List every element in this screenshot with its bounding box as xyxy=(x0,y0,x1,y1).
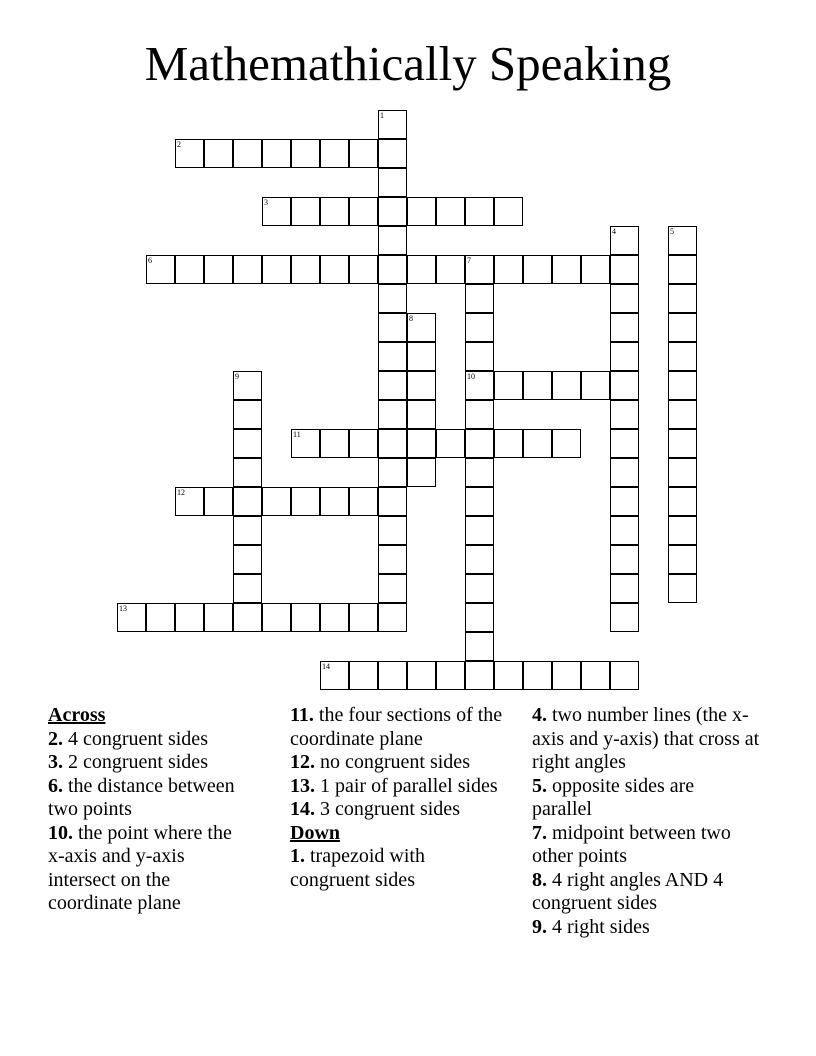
clue-across-6: 6. the distance between two points xyxy=(48,774,235,820)
grid-cell[interactable] xyxy=(465,603,494,632)
grid-cell[interactable] xyxy=(291,139,320,168)
grid-cell[interactable] xyxy=(233,139,262,168)
grid-cell[interactable] xyxy=(320,255,349,284)
cell-number: 8 xyxy=(409,314,413,323)
grid-cell[interactable] xyxy=(320,603,349,632)
grid-cell[interactable] xyxy=(320,429,349,458)
grid-cell[interactable] xyxy=(378,545,407,574)
grid-cell[interactable] xyxy=(146,603,175,632)
grid-cell[interactable] xyxy=(204,139,233,168)
grid-cell[interactable] xyxy=(378,226,407,255)
clue-down-1: 1. trapezoid with congruent sides xyxy=(290,845,425,891)
clue-across-12: 12. no congruent sides xyxy=(290,751,470,773)
grid-cell[interactable] xyxy=(436,255,465,284)
grid-cell[interactable] xyxy=(349,197,378,226)
grid-cell[interactable] xyxy=(465,400,494,429)
clue-across-13: 13. 1 pair of parallel sides xyxy=(290,774,498,797)
grid-cell[interactable] xyxy=(349,255,378,284)
grid-cell[interactable] xyxy=(291,255,320,284)
grid-cell[interactable] xyxy=(610,342,639,371)
grid-cell[interactable] xyxy=(175,255,204,284)
clue-down-7: 7. midpoint between two other points xyxy=(532,821,731,867)
grid-cell[interactable] xyxy=(378,429,407,458)
grid-cell[interactable] xyxy=(465,313,494,342)
grid-cell[interactable] xyxy=(146,255,175,284)
grid-cell[interactable] xyxy=(668,574,697,603)
grid-cell[interactable] xyxy=(378,284,407,313)
grid-cell[interactable] xyxy=(523,661,552,690)
grid-cell[interactable] xyxy=(668,284,697,313)
grid-cell[interactable] xyxy=(610,400,639,429)
cell-number: 1 xyxy=(380,111,384,120)
grid-cell[interactable] xyxy=(262,603,291,632)
grid-cell[interactable] xyxy=(610,574,639,603)
grid-cell[interactable] xyxy=(523,371,552,400)
grid-cell[interactable] xyxy=(378,197,407,226)
cell-number: 12 xyxy=(177,488,185,497)
grid-cell[interactable] xyxy=(378,342,407,371)
grid-cell[interactable] xyxy=(610,603,639,632)
grid-cell[interactable] xyxy=(668,400,697,429)
grid-cell[interactable] xyxy=(523,429,552,458)
grid-cell[interactable] xyxy=(204,603,233,632)
grid-cell[interactable] xyxy=(610,371,639,400)
cell-number: 5 xyxy=(670,227,674,236)
grid-cell[interactable] xyxy=(291,487,320,516)
cell-number: 9 xyxy=(235,372,239,381)
grid-cell[interactable] xyxy=(610,226,639,255)
grid-cell[interactable] xyxy=(378,603,407,632)
grid-cell[interactable] xyxy=(465,342,494,371)
grid-cell[interactable] xyxy=(233,255,262,284)
grid-cell[interactable] xyxy=(465,574,494,603)
grid-cell[interactable] xyxy=(494,197,523,226)
grid-cell[interactable] xyxy=(465,632,494,661)
grid-cell[interactable] xyxy=(175,487,204,516)
grid-cell[interactable] xyxy=(262,139,291,168)
grid-cell[interactable] xyxy=(465,197,494,226)
grid-cell[interactable] xyxy=(465,255,494,284)
grid-cell[interactable] xyxy=(494,429,523,458)
grid-cell[interactable] xyxy=(233,458,262,487)
grid-cell[interactable] xyxy=(378,516,407,545)
grid-cell[interactable] xyxy=(407,313,436,342)
cell-number: 14 xyxy=(322,662,330,671)
clue-across-2: 2. 4 congruent sides xyxy=(48,727,208,750)
clue-down-4: 4. two number lines (the x-axis and y-axis) that cross at right angles xyxy=(532,704,760,773)
clue-across-14: 14. 3 congruent sides xyxy=(290,798,460,820)
grid-cell[interactable] xyxy=(320,487,349,516)
grid-cell[interactable] xyxy=(610,313,639,342)
grid-cell[interactable] xyxy=(610,545,639,574)
grid-cell[interactable] xyxy=(262,255,291,284)
grid-cell[interactable] xyxy=(552,661,581,690)
grid-cell[interactable] xyxy=(668,487,697,516)
cell-number: 10 xyxy=(467,372,475,381)
grid-cell[interactable] xyxy=(465,429,494,458)
clue-column-1 xyxy=(48,704,273,916)
cell-number: 6 xyxy=(148,256,152,265)
grid-cell[interactable] xyxy=(320,139,349,168)
grid-cell[interactable] xyxy=(610,516,639,545)
grid-cell[interactable] xyxy=(378,110,407,139)
grid-cell[interactable] xyxy=(581,661,610,690)
grid-cell[interactable] xyxy=(175,603,204,632)
grid-cell[interactable] xyxy=(320,197,349,226)
grid-cell[interactable] xyxy=(378,458,407,487)
grid-cell[interactable] xyxy=(233,516,262,545)
grid-cell[interactable] xyxy=(204,255,233,284)
grid-cell[interactable] xyxy=(233,400,262,429)
grid-cell[interactable] xyxy=(668,429,697,458)
grid-cell[interactable] xyxy=(233,603,262,632)
grid-cell[interactable] xyxy=(378,168,407,197)
grid-cell[interactable] xyxy=(668,313,697,342)
grid-cell[interactable] xyxy=(668,255,697,284)
grid-cell[interactable] xyxy=(465,545,494,574)
grid-cell[interactable] xyxy=(668,342,697,371)
grid-cell[interactable] xyxy=(407,458,436,487)
grid-cell[interactable] xyxy=(610,661,639,690)
cell-number: 7 xyxy=(467,256,471,265)
grid-cell[interactable] xyxy=(494,661,523,690)
down-heading: Down xyxy=(290,821,341,844)
grid-cell[interactable] xyxy=(668,371,697,400)
grid-cell[interactable] xyxy=(407,197,436,226)
cell-number: 13 xyxy=(119,604,127,613)
grid-cell[interactable] xyxy=(262,487,291,516)
grid-cell[interactable] xyxy=(581,371,610,400)
grid-cell[interactable] xyxy=(407,429,436,458)
grid-cell[interactable] xyxy=(407,400,436,429)
grid-cell[interactable] xyxy=(233,574,262,603)
grid-cell[interactable] xyxy=(233,487,262,516)
grid-cell[interactable] xyxy=(291,429,320,458)
page-title: Mathemathically Speaking xyxy=(144,36,672,91)
grid-cell[interactable] xyxy=(378,139,407,168)
grid-cell[interactable] xyxy=(349,603,378,632)
grid-cell[interactable] xyxy=(465,458,494,487)
grid-cell[interactable] xyxy=(407,342,436,371)
grid-cell[interactable] xyxy=(349,661,378,690)
grid-cell[interactable] xyxy=(233,371,262,400)
clue-across-10: 10. the point where the x-axis and y-axis intersect on the coordinate plane xyxy=(48,821,232,914)
grid-cell[interactable] xyxy=(668,226,697,255)
grid-cell[interactable] xyxy=(610,429,639,458)
grid-cell[interactable] xyxy=(378,371,407,400)
cell-number: 4 xyxy=(612,227,616,236)
grid-cell[interactable] xyxy=(581,255,610,284)
grid-cell[interactable] xyxy=(436,429,465,458)
grid-cell[interactable] xyxy=(668,545,697,574)
grid-cell[interactable] xyxy=(233,429,262,458)
grid-cell[interactable] xyxy=(494,255,523,284)
grid-cell[interactable] xyxy=(378,487,407,516)
grid-cell[interactable] xyxy=(465,487,494,516)
grid-cell[interactable] xyxy=(233,545,262,574)
grid-cell[interactable] xyxy=(610,284,639,313)
grid-cell[interactable] xyxy=(407,661,436,690)
grid-cell[interactable] xyxy=(668,458,697,487)
grid-cell[interactable] xyxy=(378,400,407,429)
grid-cell[interactable] xyxy=(378,255,407,284)
grid-cell[interactable] xyxy=(262,197,291,226)
clue-column-3 xyxy=(532,704,772,939)
clue-down-5: 5. opposite sides are parallel xyxy=(532,774,695,820)
grid-cell[interactable] xyxy=(494,371,523,400)
grid-cell[interactable] xyxy=(610,458,639,487)
grid-cell[interactable] xyxy=(436,197,465,226)
grid-cell[interactable] xyxy=(552,429,581,458)
clue-across-3: 3. 2 congruent sides xyxy=(48,751,208,773)
grid-cell[interactable] xyxy=(378,574,407,603)
grid-cell[interactable] xyxy=(465,371,494,400)
grid-cell[interactable] xyxy=(436,661,465,690)
grid-cell[interactable] xyxy=(349,429,378,458)
cell-number: 3 xyxy=(264,198,268,207)
grid-cell[interactable] xyxy=(465,284,494,313)
grid-cell[interactable] xyxy=(610,255,639,284)
grid-cell[interactable] xyxy=(349,487,378,516)
grid-cell[interactable] xyxy=(291,197,320,226)
grid-cell[interactable] xyxy=(610,487,639,516)
grid-cell[interactable] xyxy=(465,661,494,690)
clue-down-8: 8. 4 right angles AND 4 congruent sides xyxy=(532,868,724,914)
clue-across-11: 11. the four sections of the coordinate plane xyxy=(290,704,503,750)
cell-number: 2 xyxy=(177,140,181,149)
cell-number: 11 xyxy=(293,430,301,439)
grid-cell[interactable] xyxy=(117,603,146,632)
clue-column-2 xyxy=(290,704,515,892)
grid-cell[interactable] xyxy=(407,255,436,284)
clue-down-9: 9. 4 right sides xyxy=(532,915,650,938)
grid-cell[interactable] xyxy=(204,487,233,516)
grid-cell[interactable] xyxy=(349,139,378,168)
grid-cell[interactable] xyxy=(465,516,494,545)
grid-cell[interactable] xyxy=(378,313,407,342)
across-heading: Across xyxy=(48,704,106,726)
grid-cell[interactable] xyxy=(291,603,320,632)
grid-cell[interactable] xyxy=(668,516,697,545)
grid-cell[interactable] xyxy=(552,255,581,284)
grid-cell[interactable] xyxy=(552,371,581,400)
grid-cell[interactable] xyxy=(523,255,552,284)
grid-cell[interactable] xyxy=(175,139,204,168)
grid-cell[interactable] xyxy=(378,661,407,690)
grid-cell[interactable] xyxy=(320,661,349,690)
grid-cell[interactable] xyxy=(407,371,436,400)
